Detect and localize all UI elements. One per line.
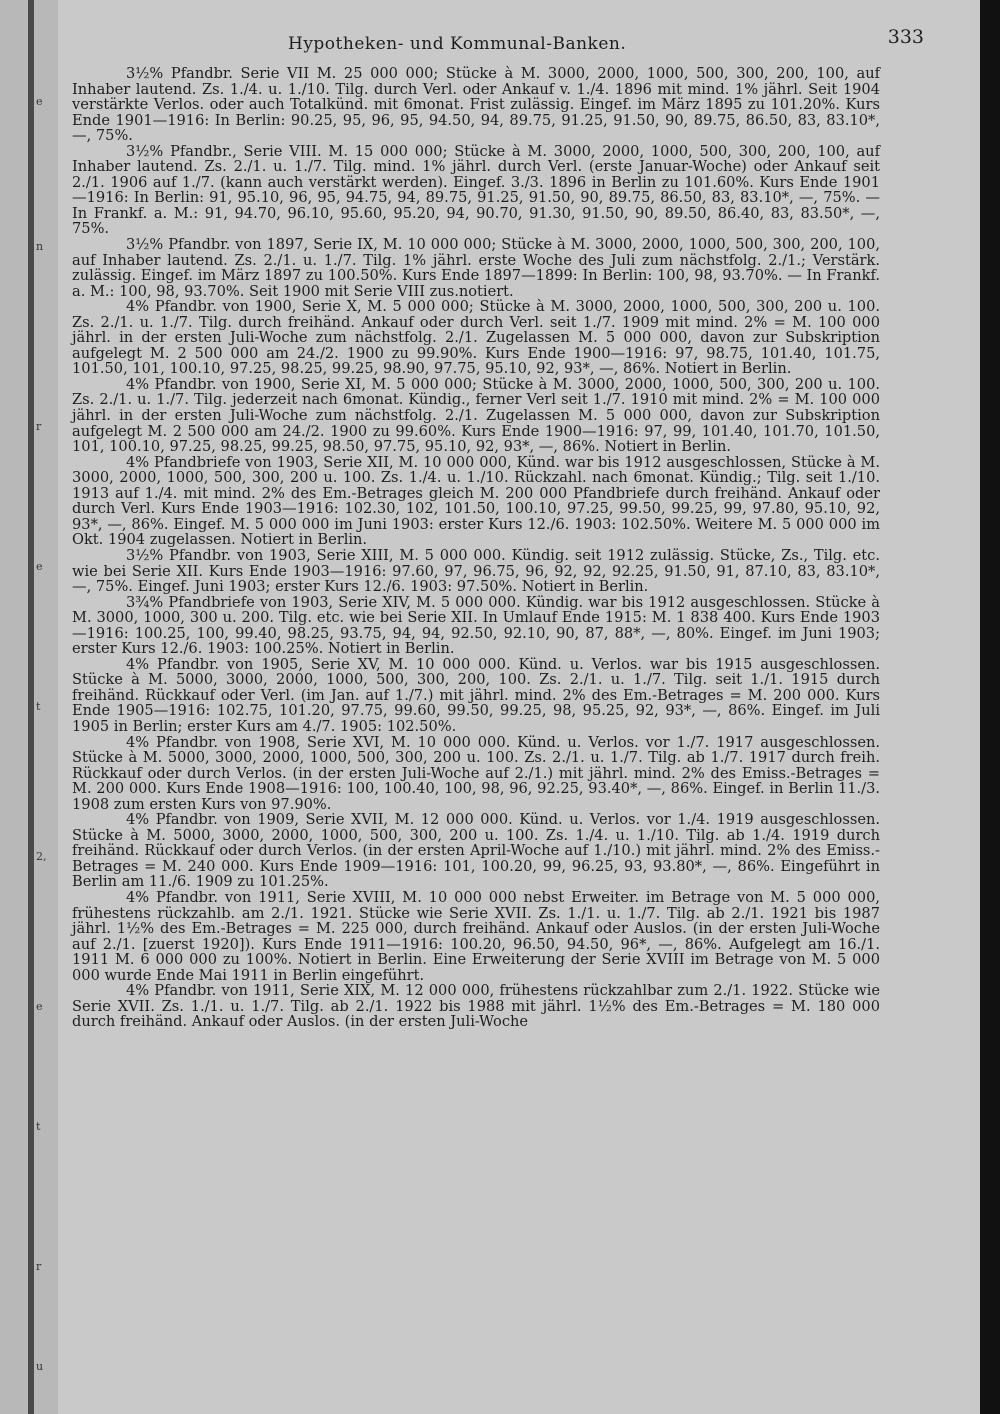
margin-fragment: u [36, 1360, 44, 1373]
paragraph-series-xviii: 4% Pfandbr. von 1911, Serie XVIII, M. 10 000 000 nebst Erweiter. im Betrage von M. 5 000 000, frühestens rückzahlb. am 2./1. 1921. Stücke wie Serie XVII. Zs. 1./1. u. 1./7. Tilg. ab 2./1. 1921 bis 1987 jährl. 1½% des Em.-Betrages = M. 225 000, durch freihänd. Ankauf oder Auslos. (in der ersten Juli-Woche auf 2./1. [zuerst 1920]). Kurs Ende 1911—1916: 100.20, 96.50, 94.50, 96*, —, 86%. Aufgelegt am 16./1. 1911 M. 6 000 000 zu 100%. Notiert in Berlin. Eine Erweiterung der Serie XVIII im Betrage von M. 5 000 000 wurde Ende Mai 1911 in Berlin eingeführt. [72, 888, 880, 984]
margin-fragment: e [36, 560, 43, 573]
paragraph-series-vii: 3½% Pfandbr. Serie VII M. 25 000 000; Stücke à M. 3000, 2000, 1000, 500, 300, 200, 100, auf Inhaber lautend. Zs. 1./4. u. 1./10. Tilg. durch Verl. oder Ankauf v. 1./4. 1896 mit mind. 1% jährl. Seit 1904 verstärkte Verlos. oder auch Totalkünd. mit 6monat. Frist zulässig. Eingef. im März 1895 zu 101.20%. Kurs Ende 1901—1916: In Berlin: 90.25, 95, 96, 95, 94.50, 94, 89.75, 91.25, 91.50, 90, 89.75, 86.50, 83, 83.10*, —, 75%. [72, 65, 880, 145]
paragraph-series-ix: 3½% Pfandbr. von 1897, Serie IX, M. 10 000 000; Stücke à M. 3000, 2000, 1000, 500, 300, 200, 100, auf Inhaber lautend. Zs. 2./1. u. 1./7. Tilg. 1% jährl. erste Woche des Juli zum nächstfolg. 2./1.; Verstärk. zulässig. Eingef. im März 1897 zu 100.50%. Kurs Ende 1897—1899: In Berlin: 100, 98, 93.70%. — In Frankf. a. M.: 100, 98, 93.70%. Seit 1900 mit Serie VIII zus.notiert. [72, 236, 880, 300]
paragraph-series-x: 4% Pfandbr. von 1900, Serie X, M. 5 000 000; Stücke à M. 3000, 2000, 1000, 500, 300, 200 u. 100. Zs. 2./1. u. 1./7. Tilg. durch freihänd. Ankauf oder durch Verl. seit 1./7. 1909 mit mind. 2% = M. 100 000 jährl. in der ersten Juli-Woche zum nächstfolg. 2./1. Zugelassen M. 5 000 000, davon zur Subskription aufgelegt M. 2 500 000 am 24./2. 1900 zu 99.90%. Kurs Ende 1900—1916: 97, 98.75, 101.40, 101.75, 101.50, 101, 100.10, 97.25, 98.25, 99.25, 98.90, 97.75, 95.10, 92, 93*, —, 86%. Notiert in Berlin. [72, 298, 880, 378]
running-title: Hypotheken- und Kommunal-Banken. [288, 34, 627, 54]
paragraph-series-xiv: 3¾% Pfandbriefe von 1903, Serie XIV, M. 5 000 000. Kündig. war bis 1912 ausgeschlossen. Stücke à M. 3000, 1000, 300 u. 200. Tilg. etc. wie bei Serie XII. In Umlauf Ende 1915: M. 1 838 400. Kurs Ende 1903—1916: 100.25, 100, 99.40, 98.25, 93.75, 94, 94, 92.50, 92.10, 90, 87, 88*, —, 80%. Eingef. im Juni 1903; erster Kurs 12./6. 1903: 100.25%. Notiert in Berlin. [72, 593, 880, 658]
paragraph-series-xii: 4% Pfandbriefe von 1903, Serie XII, M. 10 000 000, Künd. war bis 1912 ausgeschlossen, Stücke à M. 3000, 2000, 1000, 500, 300, 200 u. 100. Zs. 1./4. u. 1./10. Rückzahl. nach 6monat. Kündig.; Tilg. seit 1./10. 1913 auf 1./4. mit mind. 2% des Em.-Betrages gleich M. 200 000 Pfandbriefe durch freihänd. Ankauf oder durch Verl. Kurs Ende 1903—1916: 102.30, 102, 101.50, 100.10, 97.25, 99.50, 99.25, 99, 97.80, 95.10, 92, 93*, —, 86%. Eingef. M. 5 000 000 im Juni 1903: erster Kurs 12./6. 1903: 102.50%. Weitere M. 5 000 000 im Okt. 1904 zugelassen. Notiert in Berlin. [72, 453, 880, 549]
paragraph-series-xix: 4% Pfandbr. von 1911, Serie XIX, M. 12 000 000, frühestens rückzahlbar zum 2./1. 1922. Stücke wie Serie XVII. Zs. 1./1. u. 1./7. Tilg. ab 2./1. 1922 bis 1988 mit jährl. 1½% des Em.-Betrages = M. 180 000 durch freihänd. Ankauf oder Auslos. (in der ersten Juli-Woche [72, 982, 880, 1031]
margin-fragment: 2, [36, 850, 47, 863]
margin-fragment: t [36, 1120, 41, 1133]
paragraph-series-viii: 3½% Pfandbr., Serie VIII. M. 15 000 000; Stücke à M. 3000, 2000, 1000, 500, 300, 200, 100, auf Inhaber lautend. Zs. 2./1. u. 1./7. Tilg. mind. 1% jährl. durch Verl. (erste Januar-Woche) oder Ankauf seit 2./1. 1906 auf 1./7. (kann auch verstärkt werden). Eingef. 3./3. 1896 in Berlin zu 101.60%. Kurs Ende 1901—1916: In Berlin: 91, 95.10, 96, 95, 94.75, 94, 89.75, 91.25, 91.50, 90, 89.75, 86.50, 83, 83.10*, —, 75%. — In Frankf. a. M.: 91, 94.70, 96.10, 95.60, 95.20, 94, 90.70, 91.30, 91.50, 90, 89.50, 86.40, 83, 83.50*, —, 75%. [72, 142, 880, 238]
margin-fragment: r [36, 1260, 42, 1273]
body-text [72, 66, 880, 1030]
paragraph-series-xvi: 4% Pfandbr. von 1908, Serie XVI, M. 10 000 000. Künd. u. Verlos. vor 1./7. 1917 ausgeschlossen. Stücke à M. 5000, 3000, 2000, 1000, 500, 300, 200 u. 100. Zs. 2./1. u. 1./7. Tilg. ab 1./7. 1917 durch freih. Rückkauf oder durch Verlos. (in der ersten Juli-Woche auf 2./1.) mit jährl. mind. 2% des Emiss.-Betrages = M. 200 000. Kurs Ende 1908—1916: 100, 100.40, 100, 98, 96, 92.25, 93.40*, —, 86%. Eingef. in Berlin 11./3. 1908 zum ersten Kurs von 97.90%. [72, 733, 880, 813]
page-header [58, 26, 980, 56]
paragraph-series-xiii: 3½% Pfandbr. von 1903, Serie XIII, M. 5 000 000. Kündig. seit 1912 zulässig. Stücke, Zs., Tilg. etc. wie bei Serie XII. Kurs Ende 1903—1916: 97.60, 97, 96.75, 96, 92, 92, 92.25, 91.50, 91, 87.10, 83, 83.10*, —, 75%. Eingef. Juni 1903; erster Kurs 12./6. 1903: 97.50%. Notiert in Berlin. [72, 546, 880, 596]
scan-border [980, 0, 1000, 1414]
page-gutter [28, 0, 34, 1414]
margin-fragment: r [36, 420, 42, 433]
margin-fragment: t [36, 700, 41, 713]
document-page [58, 0, 980, 1414]
paragraph-series-xvii: 4% Pfandbr. von 1909, Serie XVII, M. 12 000 000. Künd. u. Verlos. vor 1./4. 1919 ausgeschlossen. Stücke à M. 5000, 3000, 2000, 1000, 500, 300, 200 u. 100. Zs. 1./4. u. 1./10. Tilg. ab 1./4. 1919 durch freihänd. Rückkauf oder durch Verlos. (in der ersten April-Woche auf 1./10.) mit jährl. mind. 2% des Emiss.-Betrages = M. 240 000. Kurs Ende 1909—1916: 101, 100.20, 99, 96.25, 93, 93.80*, —, 86%. Eingeführt in Berlin am 11./6. 1909 zu 101.25%. [72, 811, 880, 891]
paragraph-series-xv: 4% Pfandbr. von 1905, Serie XV, M. 10 000 000. Künd. u. Verlos. war bis 1915 ausgeschlossen. Stücke à M. 5000, 3000, 2000, 1000, 500, 300, 200, 100. Zs. 2./1. u. 1./7. Tilg. seit 1./1. 1915 durch freihänd. Rückkauf oder Verl. (im Jan. auf 1./7.) mit jährl. mind. 2% des Em.-Betrages = M. 200 000. Kurs Ende 1905—1916: 102.75, 101.20, 97.75, 99.60, 99.50, 99.25, 98, 95.25, 92, 93*, —, 86%. Eingef. im Juli 1905 in Berlin; erster Kurs am 4./7. 1905: 102.50%. [72, 655, 880, 735]
page-number: 333 [887, 26, 924, 48]
adjacent-page-strip [0, 0, 58, 1414]
paragraph-series-xi: 4% Pfandbr. von 1900, Serie XI, M. 5 000 000; Stücke à M. 3000, 2000, 1000, 500, 300, 200 u. 100. Zs. 2./1. u. 1./7. Tilg. jederzeit nach 6monat. Kündig., ferner Verl seit 1./7. 1910 mit mind. 2% = M. 100 000 jährl. in der ersten Juli-Woche zum nächstfolg. 2./1. Zugelassen M. 5 000 000, davon zur Subskription aufgelegt M. 2 500 000 am 24./2. 1900 zu 99.60%. Kurs Ende 1900—1916: 97, 99, 101.40, 101.70, 101.50, 101, 100.10, 97.25, 98.25, 99.25, 98.50, 97.75, 95.10, 92, 93*, —, 86%. Notiert in Berlin. [72, 375, 880, 456]
margin-fragment: e [36, 95, 43, 108]
margin-fragment: e [36, 1000, 43, 1013]
margin-fragment: n [36, 240, 44, 253]
